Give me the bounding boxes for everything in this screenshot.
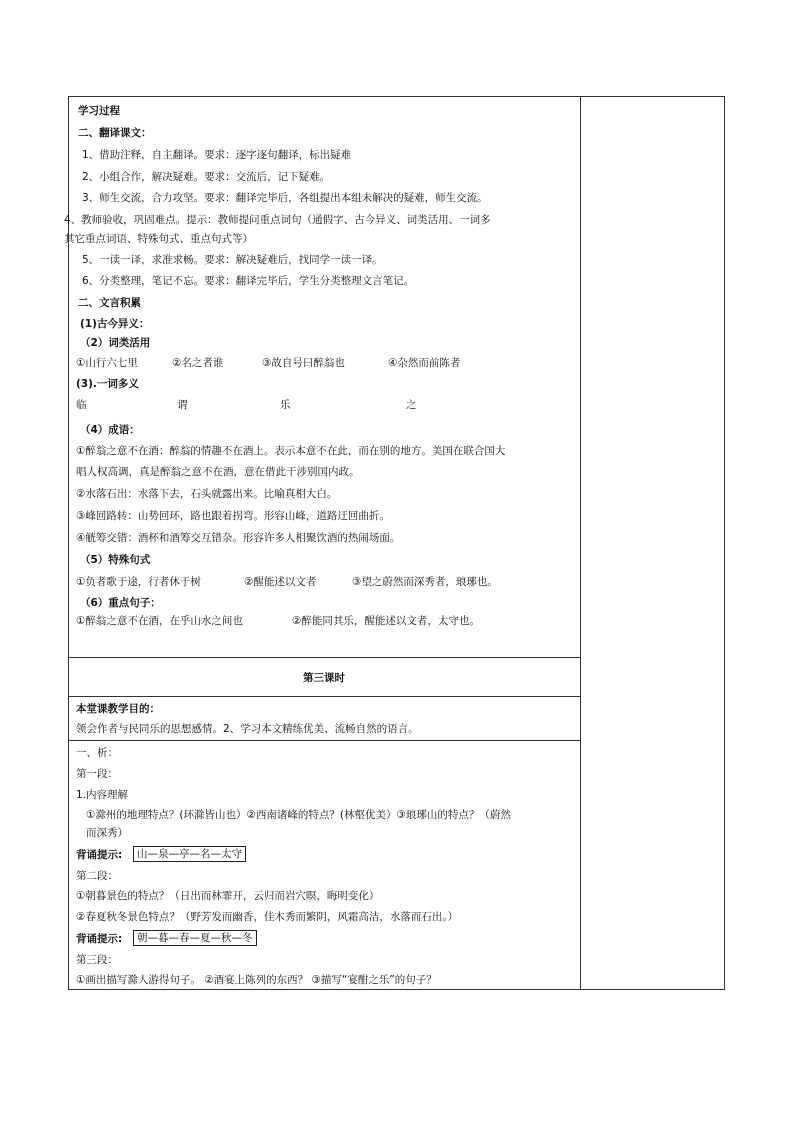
- chengyu-line: ①醉翁之意不在酒：醉翁的情趣不在酒上。表示本意不在此，而在别的地方。美国在联合国大: [76, 445, 506, 457]
- question-line: ②春夏秋冬景色特点？（野芳发而幽香，佳木秀而繁阴，风霜高洁，水落而石出。）: [76, 911, 459, 923]
- chengyu-line: ④觥筹交错：酒杯和酒筹交互错杂。形容许多人相聚饮酒的热闹场面。: [76, 532, 401, 544]
- step-line: 6、分类整理，笔记不忘。要求：翻译完毕后，学生分类整理文言笔记。: [82, 275, 415, 287]
- objectives-heading: 本堂课教学目的：: [76, 703, 160, 715]
- question-line: 而深秀）: [86, 827, 128, 839]
- zhongdian-item: ②醉能同其乐，醒能述以文者，太守也。: [292, 615, 480, 627]
- step-line: 4、教师验收，巩固难点。提示：教师提问重点词句（通假字、古今异义、词类活用、一词多: [64, 214, 491, 226]
- paragraph-label: 第二段：: [76, 870, 118, 882]
- chengyu-line: ②水落石出：水落下去，石头就露出来。比喻真相大白。: [76, 488, 338, 500]
- chengyu-line: 唱人权高调，真是醉翁之意不在酒，意在借此干涉别国内政。: [76, 466, 360, 478]
- step-line: 5、一读一译，求准求畅。要求：解决疑难后，找同学一读一译。: [82, 254, 383, 266]
- cilei-item: ②名之者谁: [172, 357, 224, 369]
- recite-label: 背诵提示:: [76, 849, 123, 861]
- step-line: 3、师生交流，合力攻坚。要求：翻译完毕后，各组提出本组未解决的疑难，师生交流。: [82, 192, 488, 204]
- gujin-heading: (1)古今异义：: [80, 318, 150, 330]
- chengyu-heading: （4）成语：: [80, 424, 140, 436]
- recite-hint-box: 山—泉—亭—名—太守: [133, 846, 246, 862]
- cilei-item: ④杂然而前陈者: [388, 357, 461, 369]
- teshu-heading: （5）特殊句式: [80, 554, 151, 566]
- recite-hint-box: 朝—暮—春—夏—秋—冬: [133, 930, 257, 946]
- yici-word: 之: [406, 399, 417, 411]
- chengyu-line: ③峰回路转：山势回环，路也跟着拐弯。形容山峰，道路迂回曲折。: [76, 510, 390, 522]
- translate-heading: 二、翻译课文：: [78, 127, 152, 139]
- zhongdian-heading: （6）重点句子：: [80, 597, 161, 609]
- paragraph-label: 第一段：: [76, 768, 118, 780]
- teshu-item: ③望之蔚然而深秀者，琅琊也。: [352, 576, 498, 588]
- question-line: ①画出描写滁人游得句子。 ②酒宴上陈列的东西？ ③描写“宴酣之乐”的句子？: [76, 974, 437, 986]
- cilei-heading: （2）词类活用: [80, 337, 151, 349]
- row-divider: [68, 696, 580, 697]
- yici-word: 谓: [177, 399, 188, 411]
- yici-word: 临: [76, 399, 87, 411]
- analysis-heading: 一、析：: [76, 747, 118, 759]
- row-divider: [68, 740, 580, 741]
- step-line: 2、小组合作，解决疑难。要求：交流后，记下疑难。: [82, 171, 331, 183]
- recite-label: 背诵提示:: [76, 933, 123, 945]
- teshu-item: ①负者歌于途，行者休于树: [76, 576, 201, 588]
- step-line: 1、借助注释，自主翻译。要求：逐字逐句翻译，标出疑难: [82, 149, 352, 161]
- cilei-item: ③故自号曰醉翁也: [262, 357, 345, 369]
- objectives-text: 领会作者与民同乐的思想感情。2、学习本文精练优美、流畅自然的语言。: [76, 723, 419, 735]
- step-line: 其它重点词语、特殊句式、重点句式等）: [64, 233, 253, 245]
- column-divider: [580, 96, 581, 990]
- question-line: ①滁州的地理特点？(环滁皆山也）②西南诸峰的特点？(林壑优美）③琅琊山的特点？（蔚然: [86, 809, 511, 821]
- cilei-item: ①山行六七里: [76, 357, 138, 369]
- accumulate-heading: 二、文言积累: [78, 297, 141, 309]
- paragraph-label: 第三段：: [76, 954, 118, 966]
- question-line: ①朝暮景色的特点？（日出而林霏开，云归而岩穴暝，晦明变化）: [76, 890, 380, 902]
- teshu-item: ②醒能述以文者: [244, 576, 317, 588]
- section-title: 第三课时: [303, 672, 345, 684]
- yici-word: 乐: [280, 399, 291, 411]
- content-heading: 1.内容理解: [76, 789, 129, 801]
- yici-heading: (3).一词多义: [76, 378, 139, 390]
- section-heading: 学习过程: [78, 105, 120, 117]
- row-divider: [68, 657, 580, 658]
- zhongdian-item: ①醉翁之意不在酒，在乎山水之间也: [76, 615, 243, 627]
